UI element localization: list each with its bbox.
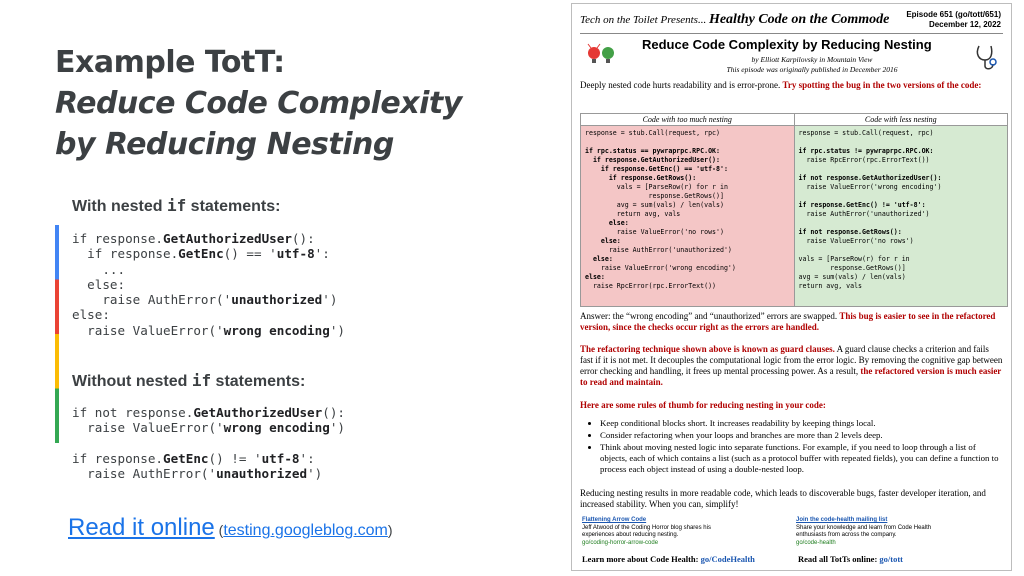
mailing-list-golink[interactable]: go/code-health [796,539,836,546]
answer-text: Answer: the “wrong encoding” and “unauthorized” errors are swapped. [580,311,838,321]
answer-red-text: This bug is easier to see in the refactored version, since the checks occur right as the errors are handled. [580,311,996,332]
arrow-code-golink[interactable]: go/coding-horror-arrow-code [582,539,659,546]
nested-heading-suffix: statements: [186,198,281,215]
intro-text: Deeply nested code hurts readability and is error-prone. [580,80,781,90]
paren-open: ( [218,522,224,538]
read-online [68,514,393,542]
technique-text: A guard clause checks a criterion and fails fast if it is not met. It decouples the computational logic from the error logic. By removing the cognitive gap between error checking and handling, it frees up mental processing power. As a result, [580,344,1003,376]
unnested-heading-code: if [191,371,212,390]
code-health-golink[interactable]: go/CodeHealth [700,554,755,564]
title-line-1: Example TotT: [55,45,285,80]
col-less-nesting: Code with less nesting [794,114,1008,126]
rules-list [580,418,1003,476]
mailing-list-text-2: enthusiasts from across the company. [796,532,897,538]
tott-golink[interactable]: go/tott [879,554,904,564]
technique-red-text: The refactoring technique shown above is known as guard clauses. [580,344,835,354]
color-accent-bar [55,225,59,443]
slide-title [55,42,525,165]
mailing-list-link[interactable]: Join the code-health mailing list [796,517,888,523]
rule-item: • Think about moving nested logic into separate functions. For example, if you need to loop through a list of objects, each of which contains a list (such as a protocol buffer with repeated fields), you can define a function to process each object instead of using a double-nested loop. [600,442,1003,475]
doc-closing: Reducing nesting results in more readable code, which leads to discoverable bugs, faster developer iteration, and increased stability. When you can, simplify! [580,488,986,509]
read-online-link[interactable]: Read it online [68,514,215,541]
title-line-2: Reduce Code Complexity [55,86,462,121]
doc-original-date: This episode was originally published in December 2016 [726,65,898,74]
bottom1-text: Learn more about Code Health: [582,554,699,564]
episode-date: December 12, 2022 [928,20,1001,29]
unnested-heading-prefix: Without nested [72,373,192,390]
header-rule [580,33,1003,34]
nested-heading [72,196,280,216]
code-comparison-table [580,113,1008,307]
nested-heading-prefix: With nested [72,198,167,215]
doc-episode [906,10,1001,30]
doc-author: by Elliott Karpilovsky in Mountain View [751,55,873,64]
doc-series [580,12,889,28]
unnested-heading [72,371,305,391]
flat-code-cell: response = stub.Call(request, rpc) if rpc.status != pywraprpc.RPC.OK: raise RpcError(rpc.ErrorText()) if not response.GetAuthorizedUser(): raise ValueError('wrong encoding') if response.GetEnc() != 'utf-8': raise AuthError('unauthorized') if not response.GetRows(): raise ValueError('no rows') vals = [ParseRow(r) for r in response.GetRows()] avg = sum(vals) / len(vals) return avg, vals [794,126,1008,307]
doc-intro [580,80,1003,91]
col-too-much-nesting: Code with too much nesting [581,114,795,126]
series-label: Tech on the Toilet Presents... [580,14,707,26]
intro-red-text: Try spotting the bug in the two versions of the code: [782,80,982,90]
tott-document [571,3,1012,571]
series-big: Healthy Code on the Commode [708,12,890,27]
nested-code-block: if response.GetAuthorizedUser(): if response.GetEnc() == 'utf-8': ... else: raise AuthError('unauthorized') else: raise ValueError('wrong encoding') [72,231,345,338]
bottom2-text: Read all TotTs online: [798,554,878,564]
episode-number: Episode 651 (go/tott/651) [906,10,1001,19]
footer-mailing-list [796,517,931,547]
paren-close: ) [387,522,393,538]
footer-arrow-code [582,517,711,547]
title-line-3: by Reducing Nesting [55,127,394,162]
rule-item: • Keep conditional blocks short. It increases readability by keeping things local. [600,418,1003,429]
bug-lightbulb-logo-icon [584,38,618,72]
arrow-code-text-2: experiences about reducing nesting. [582,532,679,538]
rules-heading: Here are some rules of thumb for reducing nesting in your code: [580,400,826,410]
bottom-code-health [582,554,755,564]
rule-item: • Consider refactoring when your loops and branches are more than 2 levels deep. [600,430,1003,441]
bottom-read-totts [798,554,903,564]
arrow-code-text-1: Jeff Atwood of the Coding Horror blog shares his [582,524,711,531]
doc-technique [580,344,1003,388]
unnested-heading-suffix: statements: [211,373,306,390]
arrow-code-link[interactable]: Flattening Arrow Code [582,517,647,523]
technique-end-text: the refactored version is much easier to read and maintain. [580,366,1002,387]
blog-domain-link[interactable]: testing.googleblog.com [223,522,388,539]
doc-answer [580,311,1003,333]
unnested-code-block: if not response.GetAuthorizedUser(): raise ValueError('wrong encoding') if response.GetEnc() != 'utf-8': raise AuthError('unauthorized') [72,405,345,482]
doc-title: Reduce Code Complexity by Reducing Nesting [642,37,932,52]
stethoscope-icon [973,42,999,72]
nested-code-cell: response = stub.Call(request, rpc) if rpc.status == pywraprpc.RPC.OK: if response.GetAuthorizedUser(): if response.GetEnc() == 'utf-8': if response.GetRows(): vals = [ParseRow(r) for r in response.GetRows()] avg = sum(vals) / len(vals) return avg, vals else: raise ValueError('no rows') else: raise AuthError('unauthorized') else: raise ValueError('wrong encoding') else: raise RpcError(rpc.ErrorText()) [581,126,795,307]
nested-heading-code: if [166,196,187,215]
mailing-list-text-1: Share your knowledge and learn from Code Health [796,524,932,531]
